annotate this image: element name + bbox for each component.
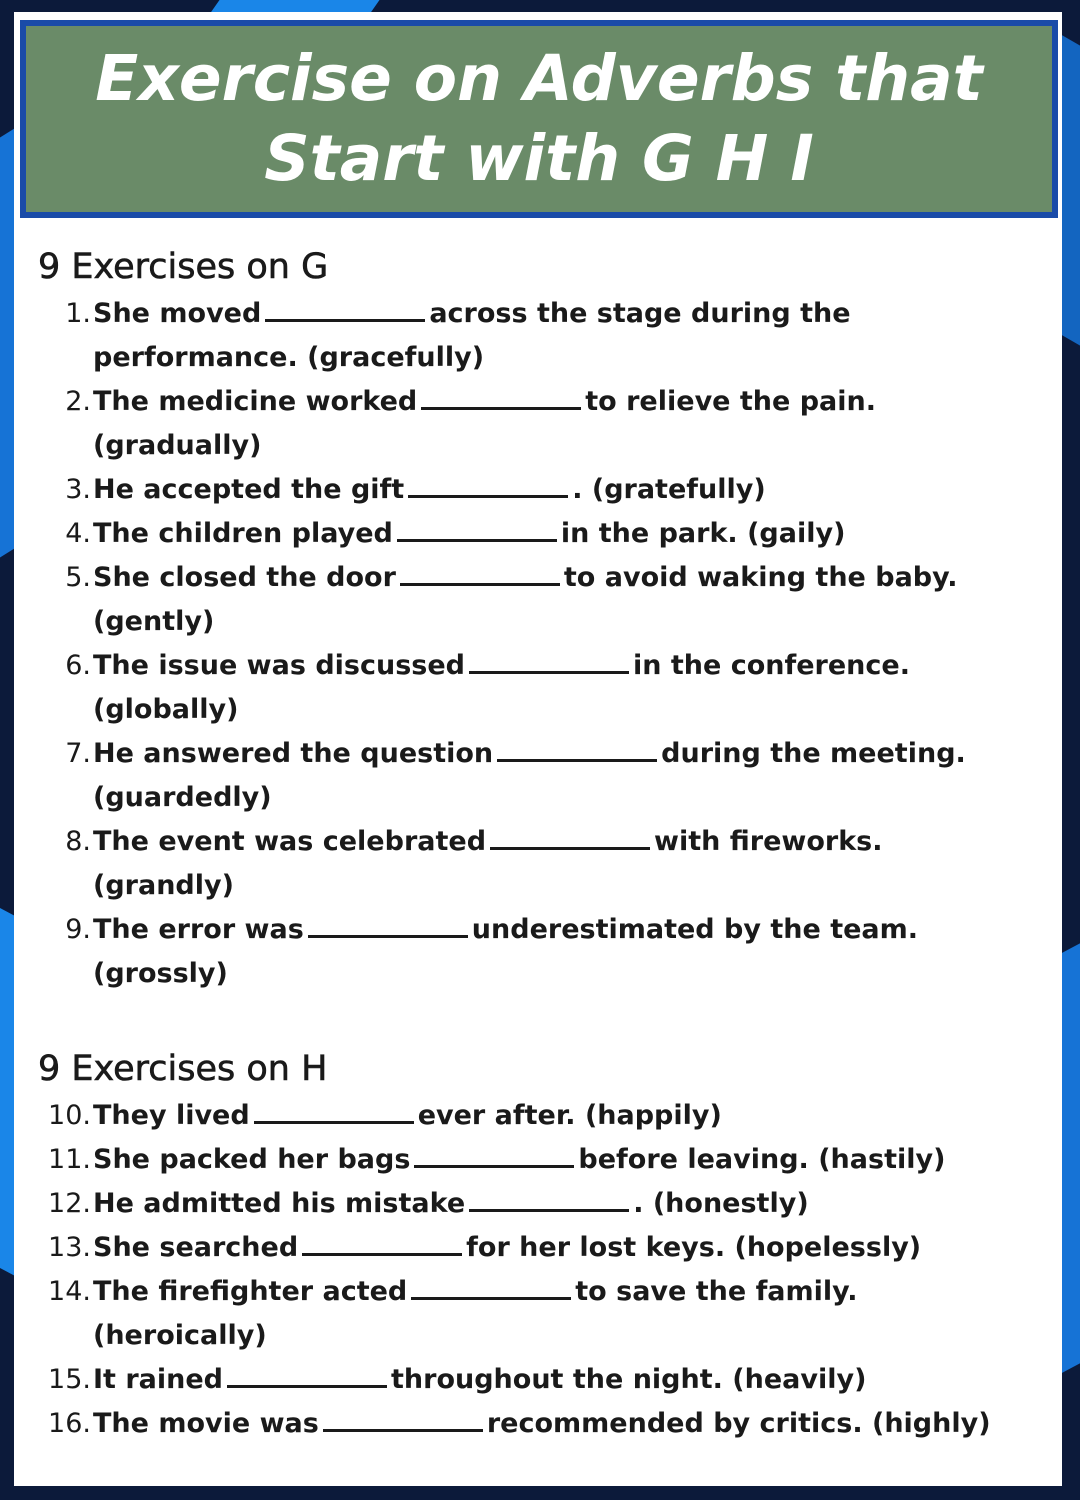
- exercise-item: [38, 1094, 1038, 1138]
- item-text-before: She closed the door: [93, 562, 396, 593]
- item-text-after: . (honestly): [633, 1188, 809, 1219]
- item-text: [93, 380, 1038, 468]
- worksheet-card: [14, 12, 1062, 1486]
- item-text: [93, 1138, 1038, 1182]
- exercise-item: [38, 820, 1038, 908]
- exercise-item: [38, 1138, 1038, 1182]
- exercise-item: [38, 556, 1038, 644]
- item-number: 1.: [65, 298, 91, 329]
- answer-blank: [308, 913, 468, 938]
- item-text: [93, 820, 1038, 908]
- item-text-before: The children played: [93, 518, 393, 549]
- exercise-item: [38, 1358, 1038, 1402]
- section-h: [38, 1044, 1038, 1446]
- item-text: [93, 1358, 1038, 1402]
- answer-blank: [254, 1099, 414, 1124]
- item-text: [93, 512, 1038, 556]
- item-text-after: across the stage during the performance. (gracefully): [93, 298, 851, 373]
- section-g: [38, 242, 1038, 996]
- item-number: 14.: [48, 1276, 91, 1307]
- item-number: 7.: [65, 738, 91, 769]
- section-heading: 9 Exercises on H: [38, 1049, 328, 1089]
- item-text: [93, 292, 1038, 380]
- item-text-before: He answered the question: [93, 738, 494, 769]
- title-banner: [20, 20, 1058, 218]
- item-text: [93, 1270, 1038, 1358]
- item-text-after: with fireworks. (grandly): [93, 826, 883, 901]
- exercise-item: [38, 732, 1038, 820]
- item-text: [93, 1226, 1038, 1270]
- exercise-list: [38, 292, 1038, 996]
- item-text-before: They lived: [93, 1100, 250, 1131]
- exercise-item: [38, 644, 1038, 732]
- answer-blank: [497, 737, 657, 762]
- item-text: [93, 732, 1038, 820]
- item-text: [93, 644, 1038, 732]
- item-number: 15.: [48, 1364, 91, 1395]
- answer-blank: [302, 1231, 462, 1256]
- item-text: [93, 468, 1038, 512]
- answer-blank: [400, 561, 560, 586]
- item-number: 11.: [48, 1144, 91, 1175]
- item-text-before: She moved: [93, 298, 262, 329]
- item-text-after: . (gratefully): [572, 474, 766, 505]
- answer-blank: [411, 1275, 571, 1300]
- exercise-item: [38, 1270, 1038, 1358]
- item-text-after: recommended by critics. (highly): [486, 1408, 991, 1439]
- item-text: [93, 1094, 1038, 1138]
- exercise-item: [38, 380, 1038, 468]
- item-text: [93, 908, 1038, 996]
- answer-blank: [469, 649, 629, 674]
- item-number: 4.: [65, 518, 91, 549]
- answer-blank: [323, 1407, 483, 1432]
- item-text-after: before leaving. (hastily): [578, 1144, 946, 1175]
- page-title: Exercise on Adverbs that Start with G H I: [95, 42, 983, 195]
- item-text: [93, 1402, 1038, 1446]
- answer-blank: [397, 517, 557, 542]
- item-text-before: The event was celebrated: [93, 826, 487, 857]
- item-text-after: to avoid waking the baby. (gently): [93, 562, 958, 637]
- exercise-list: [38, 1094, 1038, 1446]
- item-text-before: The error was: [93, 914, 304, 945]
- item-text-before: The issue was discussed: [93, 650, 465, 681]
- item-text-after: to relieve the pain. (gradually): [93, 386, 877, 461]
- item-text-before: She packed her bags: [93, 1144, 411, 1175]
- item-text-after: underestimated by the team. (grossly): [93, 914, 919, 989]
- item-text-after: in the park. (gaily): [560, 518, 846, 549]
- exercise-item: [38, 1226, 1038, 1270]
- item-text-after: throughout the night. (heavily): [391, 1364, 867, 1395]
- answer-blank: [490, 825, 650, 850]
- item-text-after: to save the family. (heroically): [93, 1276, 858, 1351]
- item-number: 8.: [65, 826, 91, 857]
- answer-blank: [421, 385, 581, 410]
- exercise-item: [38, 512, 1038, 556]
- item-number: 6.: [65, 650, 91, 681]
- item-text-before: He admitted his mistake: [93, 1188, 466, 1219]
- answer-blank: [265, 297, 425, 322]
- section-heading: 9 Exercises on G: [38, 247, 329, 287]
- item-number: 13.: [48, 1232, 91, 1263]
- item-text-after: for her lost keys. (hopelessly): [466, 1232, 922, 1263]
- item-number: 12.: [48, 1188, 91, 1219]
- item-text-after: ever after. (happily): [417, 1100, 722, 1131]
- item-text-before: The movie was: [93, 1408, 319, 1439]
- item-number: 9.: [65, 914, 91, 945]
- item-number: 2.: [65, 386, 91, 417]
- item-text: [93, 556, 1038, 644]
- item-text-before: The medicine worked: [93, 386, 418, 417]
- item-text: [93, 1182, 1038, 1226]
- answer-blank: [414, 1143, 574, 1168]
- item-text-after: in the conference. (globally): [93, 650, 910, 725]
- exercise-item: [38, 1402, 1038, 1446]
- item-text-before: He accepted the gift: [93, 474, 405, 505]
- item-number: 5.: [65, 562, 91, 593]
- answer-blank: [469, 1187, 629, 1212]
- answer-blank: [408, 473, 568, 498]
- exercise-item: [38, 468, 1038, 512]
- item-text-before: She searched: [93, 1232, 299, 1263]
- item-text-before: The firefighter acted: [93, 1276, 408, 1307]
- exercise-item: [38, 1182, 1038, 1226]
- item-number: 3.: [65, 474, 91, 505]
- item-number: 10.: [48, 1100, 91, 1131]
- exercise-item: [38, 908, 1038, 996]
- item-text-before: It rained: [93, 1364, 224, 1395]
- item-number: 16.: [48, 1408, 91, 1439]
- exercise-item: [38, 292, 1038, 380]
- item-text-after: during the meeting. (guardedly): [93, 738, 966, 813]
- answer-blank: [227, 1363, 387, 1388]
